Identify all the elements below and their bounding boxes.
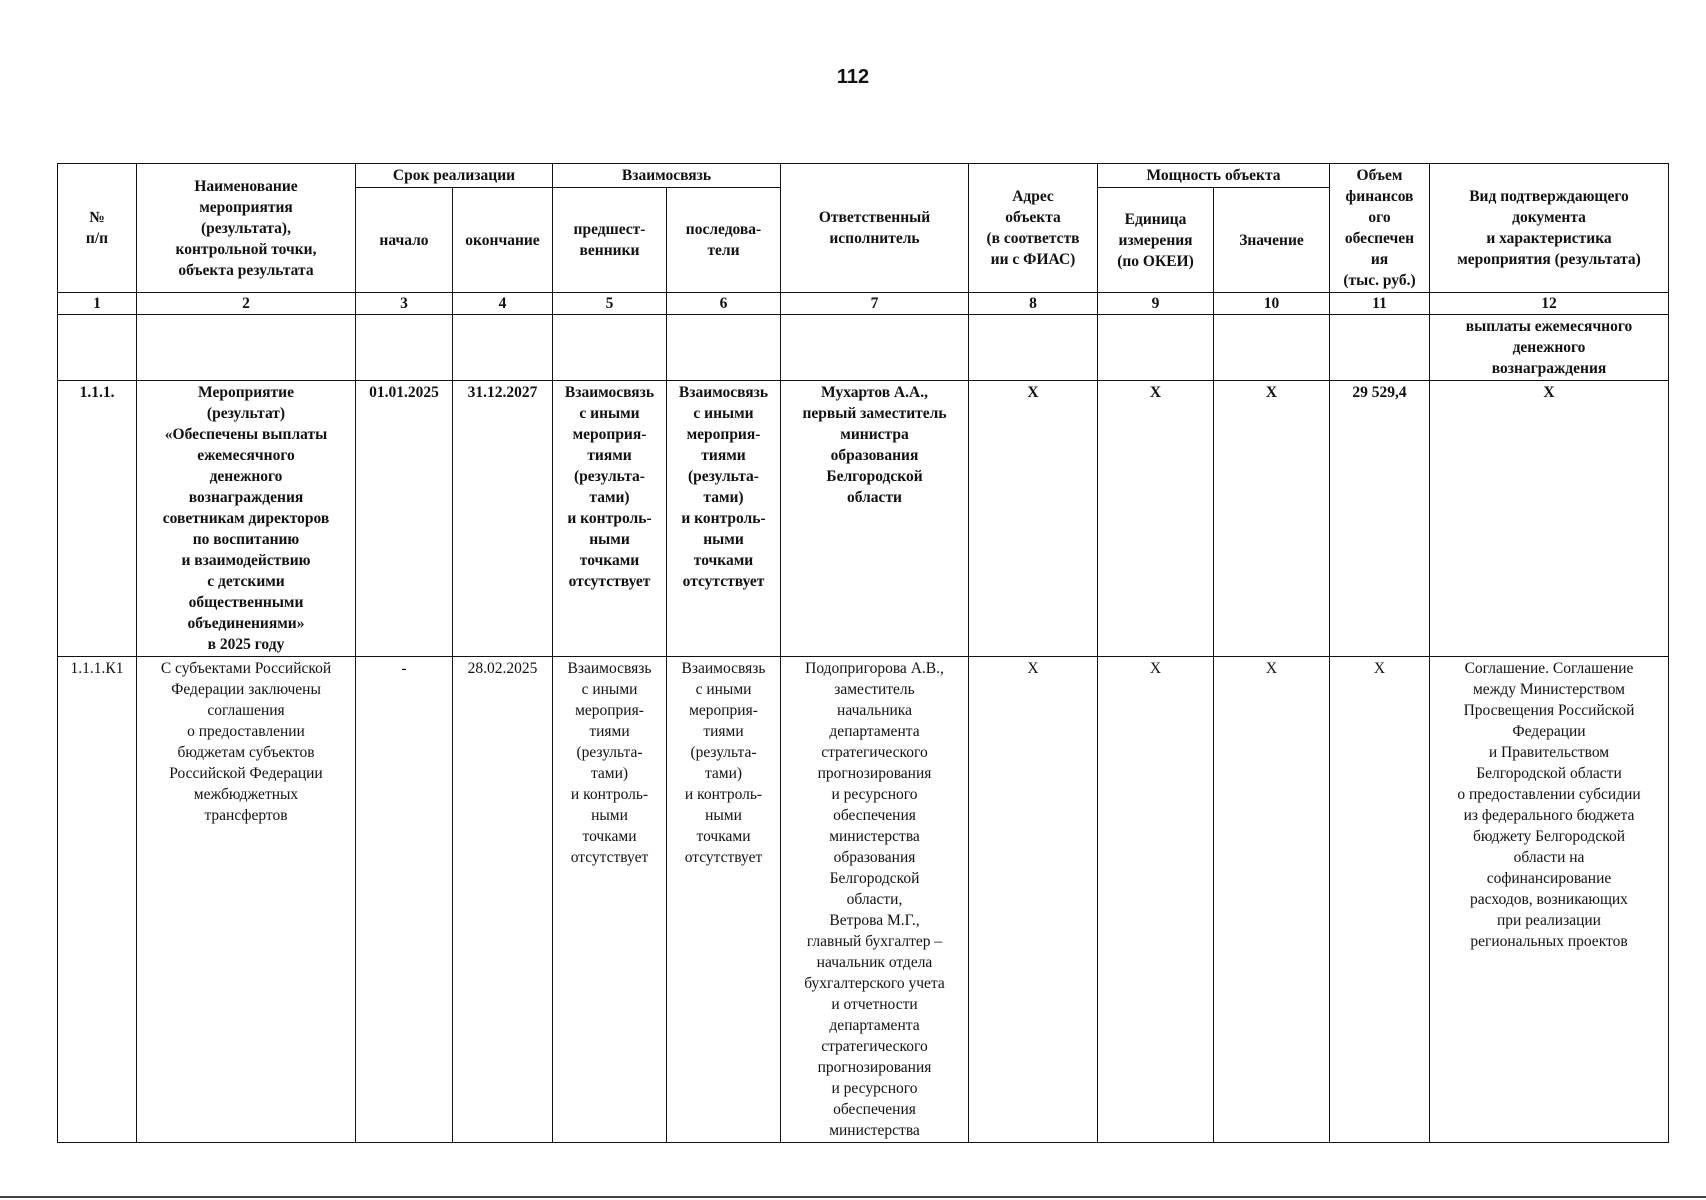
header-name: Наименование мероприятия (результата), контрольной точки, объекта результата	[137, 164, 356, 293]
cell-successors: Взаимосвязь с иными мероприя- тиями (результа- тами) и контроль- ными точками отсутствует	[667, 657, 781, 1143]
cell-start: -	[356, 657, 453, 1143]
column-number: 1	[58, 293, 137, 315]
cell-doc: выплаты ежемесячного денежного вознаграждения	[1430, 315, 1669, 381]
cell-value	[1214, 315, 1330, 381]
column-number: 6	[667, 293, 781, 315]
cell-address	[969, 315, 1098, 381]
cell-end: 28.02.2025	[453, 657, 553, 1143]
header-doc-type: Вид подтверждающего документа и характеристика мероприятия (результата)	[1430, 164, 1669, 293]
cell-predecessors: Взаимосвязь с иными мероприя- тиями (результа- тами) и контроль- ными точками отсутствует	[553, 657, 667, 1143]
cell-responsible: Подопригорова А.В., заместитель начальника департамента стратегического прогнозирования и ресурсного обеспечения министерства образования Белгородской области, Ветрова М.Г., главный бухгалтер – начальник отдела бухгалтерского учета и отчетности департамента стратегического прогнозирования и ресурсного обеспечения министерства	[781, 657, 969, 1143]
column-number: 2	[137, 293, 356, 315]
header-end: окончание	[453, 188, 553, 293]
table-row	[58, 315, 1669, 381]
cell-name: С субъектами Российской Федерации заключены соглашения о предоставлении бюджетам субъектов Российской Федерации межбюджетных трансфертов	[137, 657, 356, 1143]
cell-successors: Взаимосвязь с иными мероприя- тиями (результа- тами) и контроль- ными точками отсутствует	[667, 381, 781, 657]
column-number: 5	[553, 293, 667, 315]
header-unit: Единица измерения (по ОКЕИ)	[1098, 188, 1214, 293]
cell-end	[453, 315, 553, 381]
header-period-group: Срок реализации	[356, 164, 553, 188]
column-number: 9	[1098, 293, 1214, 315]
cell-responsible: Мухартов А.А., первый заместитель министра образования Белгородской области	[781, 381, 969, 657]
cell-predecessors: Взаимосвязь с иными мероприя- тиями (результа- тами) и контроль- ными точками отсутствует	[553, 381, 667, 657]
cell-unit: X	[1098, 381, 1214, 657]
cell-name: Мероприятие (результат) «Обеспечены выплаты ежемесячного денежного вознаграждения советникам директоров по воспитанию и взаимодействию с детскими общественными объединениями» в 2025 году	[137, 381, 356, 657]
cell-address: X	[969, 381, 1098, 657]
cell-doc: Соглашение. Соглашение между Министерством Просвещения Российской Федерации и Правительством Белгородской области о предоставлении субсидии из федерального бюджета бюджету Белгородской области на софинансирование расходов, возникающих при реализации региональных проектов	[1430, 657, 1669, 1143]
header-address: Адрес объекта (в соответств ии с ФИАС)	[969, 164, 1098, 293]
cell-responsible	[781, 315, 969, 381]
cell-value: X	[1214, 657, 1330, 1143]
cell-successors	[667, 315, 781, 381]
column-number: 11	[1330, 293, 1430, 315]
cell-unit	[1098, 315, 1214, 381]
column-number: 4	[453, 293, 553, 315]
scan-edge-line	[0, 1196, 1706, 1198]
cell-num: 1.1.1.	[58, 381, 137, 657]
header-link-group: Взаимосвязь	[553, 164, 781, 188]
cell-unit: X	[1098, 657, 1214, 1143]
cell-num: 1.1.1.К1	[58, 657, 137, 1143]
cell-start	[356, 315, 453, 381]
table-row	[58, 381, 1669, 657]
header-capacity-group: Мощность объекта	[1098, 164, 1330, 188]
header-predecessors: предшест- венники	[553, 188, 667, 293]
table-row	[58, 657, 1669, 1143]
events-table	[57, 163, 1669, 1143]
cell-name	[137, 315, 356, 381]
cell-address: X	[969, 657, 1098, 1143]
header-num: № п/п	[58, 164, 137, 293]
column-number: 3	[356, 293, 453, 315]
cell-funding: 29 529,4	[1330, 381, 1430, 657]
cell-value: X	[1214, 381, 1330, 657]
cell-predecessors	[553, 315, 667, 381]
header-funding: Объем финансов ого обеспечен ия (тыс. руб.)	[1330, 164, 1430, 293]
cell-start: 01.01.2025	[356, 381, 453, 657]
header-successors: последова- тели	[667, 188, 781, 293]
page-number: 112	[836, 66, 870, 88]
column-number: 12	[1430, 293, 1669, 315]
column-number: 10	[1214, 293, 1330, 315]
cell-end: 31.12.2027	[453, 381, 553, 657]
cell-doc: X	[1430, 381, 1669, 657]
header-start: начало	[356, 188, 453, 293]
cell-funding: X	[1330, 657, 1430, 1143]
header-responsible: Ответственный исполнитель	[781, 164, 969, 293]
column-number: 7	[781, 293, 969, 315]
cell-funding	[1330, 315, 1430, 381]
column-number: 8	[969, 293, 1098, 315]
header-value: Значение	[1214, 188, 1330, 293]
cell-num	[58, 315, 137, 381]
